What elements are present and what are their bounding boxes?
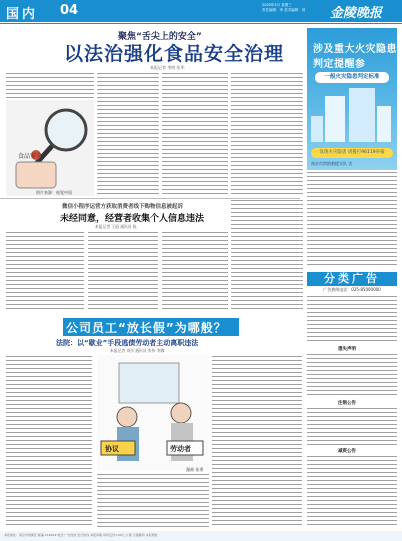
illus-label-right: 劳动者 (170, 445, 191, 453)
classified-block1 (307, 296, 397, 344)
magnifier-illustration (6, 100, 94, 196)
ad-line1: 涉及重大火灾隐患 (313, 44, 397, 55)
section-divider (0, 198, 300, 199)
building-icon (307, 86, 397, 146)
second-body-col3 (162, 232, 228, 312)
lead-kicker: 聚焦“舌尖上的安全” (118, 32, 202, 42)
photo-label: 食品安全 (18, 153, 43, 160)
third-illustration-caption: 漫画 张勇 (186, 467, 204, 472)
classified-title: 分类广告 (307, 272, 397, 286)
second-kicker: 微信小程序运营方获取消费者线下购物信息被起诉 (62, 204, 184, 210)
ad-pill: 一般火灾隐患判定标准 (315, 72, 389, 83)
third-illustration (97, 355, 209, 471)
header-info-line2: 责任编辑：李 美术编辑：刘 (262, 8, 306, 12)
illus-label-left: 协议 (105, 445, 119, 453)
classified-notice3: 减资公告 (338, 449, 356, 454)
header-info-line1: 2020年5月 星期三 (262, 3, 292, 7)
third-banner-text: 公司员工“放长假”为哪般？ (66, 321, 227, 335)
lead-photo-caption: 图片来源：视觉中国 (36, 190, 72, 195)
classified-notice1: 遗失声明 (338, 347, 356, 352)
cartoon-illustration (97, 355, 209, 471)
second-body-col2 (88, 232, 158, 312)
page-number: 04 (60, 3, 79, 18)
third-body-col1 (6, 356, 92, 528)
lead-body-col1-top (6, 73, 94, 99)
classified-block3 (307, 408, 397, 446)
footer-text: 本报地址：南京市建邺区 邮编 210019 电话 广告热线 发行热线 本报印刷 每份定价1.50元 订阅 全国邮局 本报网址 (4, 533, 158, 537)
promo-side-text (307, 172, 397, 268)
ad-hotline-bar: 发现火灾隐患 请拨打96119举报 (311, 148, 393, 158)
second-byline: 本报记者 王丽 通讯员 陈 (95, 224, 137, 229)
classified-phone: 广告热线电话：025-85000000 (323, 287, 381, 292)
classified-block2 (307, 354, 397, 398)
ad-footer: 南京市消防救援支队 宣 (311, 161, 353, 166)
third-body-under-illus (97, 474, 209, 528)
header-info (262, 3, 322, 13)
third-byline: 本报记者 刘洋 通讯员 张伟 李娜 (110, 348, 165, 353)
lead-photo (6, 100, 94, 196)
second-headline: 未经同意，经营者收集个人信息违法 (60, 214, 205, 224)
second-body-col4 (231, 200, 303, 312)
lead-byline: 本报记者 李明 张华 (150, 65, 185, 70)
header-rule (0, 23, 402, 24)
lead-headline: 以法治强化食品安全治理 (64, 43, 285, 65)
classified-notice2: 注销公告 (338, 401, 356, 406)
second-body-col1 (6, 232, 84, 312)
ad-line2: 判定提醒参 (313, 59, 366, 70)
lead-body-col4 (231, 73, 303, 195)
third-headline: 法院：以“歇业”手段逃债劳动者主动离职违法 (56, 339, 199, 347)
newspaper-logo: 金陵晚报 (330, 6, 383, 21)
lead-body-col2 (97, 73, 159, 195)
fire-safety-ad (307, 28, 397, 170)
section-title: 国内 (6, 7, 39, 22)
lead-body-col3 (162, 73, 228, 195)
classified-block4 (307, 456, 397, 528)
third-body-col3 (212, 356, 302, 528)
